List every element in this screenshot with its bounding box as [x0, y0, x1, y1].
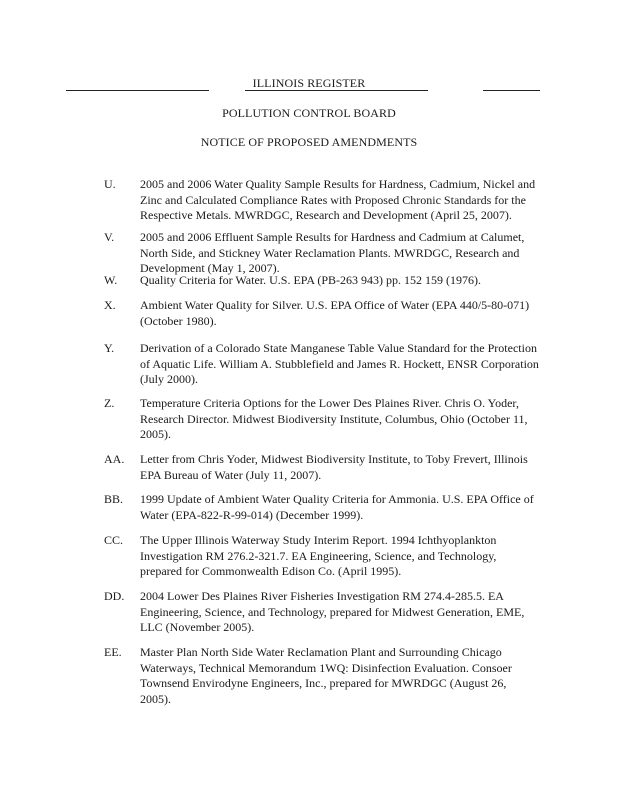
entry-text: Temperature Criteria Options for the Lower Des Plaines River. Chris O. Yoder, Research Director. Midwest Biodiversity Institute, Columbus, Ohio (October 11, 2005). — [140, 396, 528, 441]
entry-label: V. — [104, 230, 115, 244]
entry-text: Letter from Chris Yoder, Midwest Biodiversity Institute, to Toby Frevert, Illinois EPA Bureau of Water (July 11, 2007). — [140, 452, 528, 482]
entry-label: X. — [104, 298, 116, 312]
entry-label: AA. — [104, 452, 125, 466]
entry-label: BB. — [104, 492, 124, 506]
entry-text: 1999 Update of Ambient Water Quality Criteria for Ammonia. U.S. EPA Office of Water (EPA-822-R-99-014) (December 1999). — [140, 492, 534, 522]
entry-text: Derivation of a Colorado State Manganese Table Value Standard for the Protection of Aquatic Life. William A. Stubblefield and James R. Hockett, ENSR Corporation (July 2000). — [140, 341, 539, 386]
entry-text: 2005 and 2006 Effluent Sample Results for Hardness and Cadmium at Calumet, North Side, and Stickney Water Reclamation Plants. MWRDGC, Research and Development (May 1, 2007). — [140, 230, 525, 275]
entry-label: CC. — [104, 533, 124, 547]
entry-label: DD. — [104, 589, 125, 603]
board-name: POLLUTION CONTROL BOARD — [222, 106, 396, 120]
entry-label: Z. — [104, 396, 115, 410]
entry-text: Ambient Water Quality for Silver. U.S. EPA Office of Water (EPA 440/5-80-071) (October 1980). — [140, 298, 530, 328]
entry-text: 2005 and 2006 Water Quality Sample Results for Hardness, Cadmium, Nickel and Zinc and Calculated Compliance Rates with Proposed Chronic Standards for the Respective Metals. MWRDGC, Research and Development (April 25, 2007). — [140, 177, 536, 222]
notice-title: NOTICE OF PROPOSED AMENDMENTS — [200, 135, 418, 149]
entry-text: 2004 Lower Des Plaines River Fisheries Investigation RM 274.4-285.5. EA Engineering, Science, and Technology, prepared for Midwest Generation, EME, LLC (November 2005). — [140, 589, 525, 634]
entry-label: U. — [104, 177, 116, 191]
register-title: ILLINOIS REGISTER — [252, 76, 366, 90]
entry-label: Y. — [104, 341, 115, 355]
entry-text: Master Plan North Side Water Reclamation Plant and Surrounding Chicago Waterways, Technical Memorandum 1WQ: Disinfection Evaluation. Consoer Townsend Envirodyne Engineers, Inc., prepared for MWRDGC (August 26, 2005). — [140, 645, 512, 706]
entry-label: EE. — [104, 645, 122, 659]
entry-text: The Upper Illinois Waterway Study Interim Report. 1994 Ichthyoplankton Investigation RM 276.2-321.7. EA Engineering, Science, and Technology, prepared for Commonwealth Edison Co. (April 1995). — [140, 533, 497, 578]
entry-text: Quality Criteria for Water. U.S. EPA (PB-263 943) pp. 152 159 (1976). — [140, 273, 482, 287]
entry-label: W. — [104, 273, 118, 287]
